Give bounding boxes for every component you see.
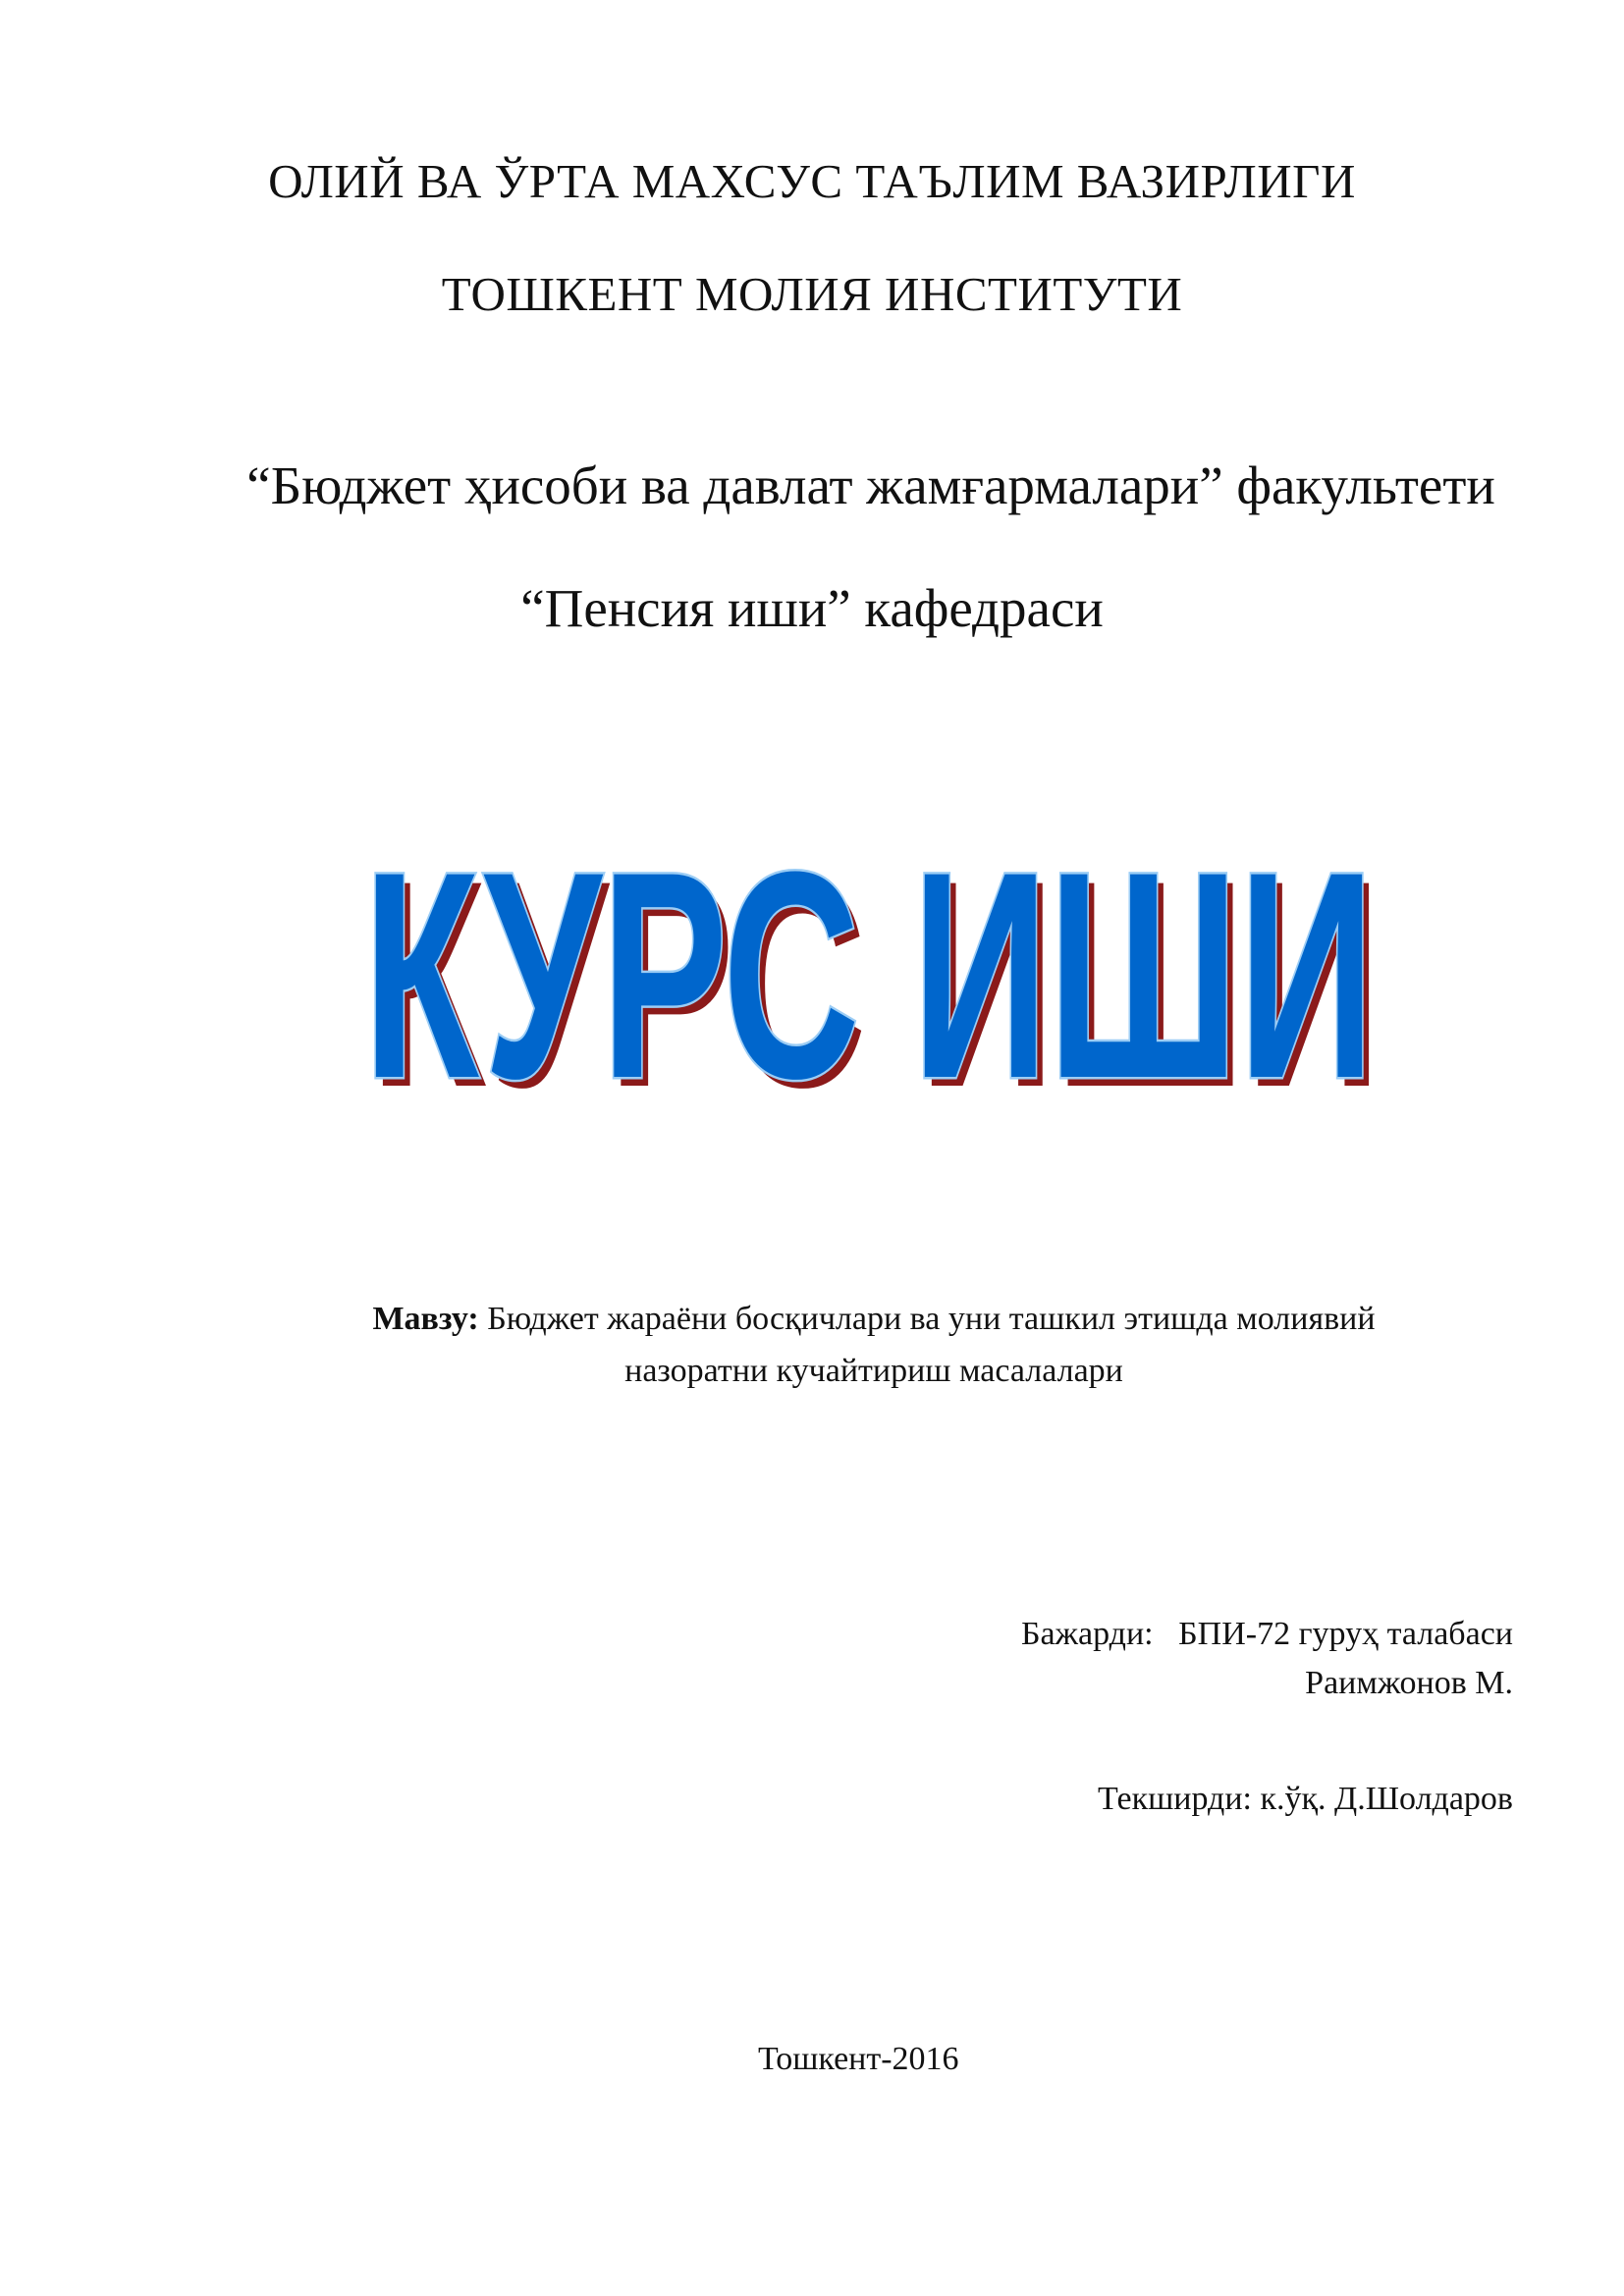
- checker-block: [1098, 1775, 1513, 1824]
- topic-line-1: [0, 1293, 1624, 1345]
- title-shadow: КУРС ИШИ: [370, 819, 1381, 1090]
- title-wordart-svg: [349, 800, 1389, 1090]
- topic-block: [0, 1293, 1624, 1397]
- topic-label: Мавзу:: [372, 1301, 479, 1337]
- topic-line-2: назоратни кучайтириш масалалари: [624, 1353, 1123, 1389]
- ministry-heading: ОЛИЙ ВА ЎРТА МАХСУС ТАЪЛИМ ВАЗИРЛИГИ: [268, 154, 1356, 208]
- checker-label: Текширди:: [1098, 1781, 1252, 1817]
- department-line: “Пенсия иши” кафедраси: [520, 578, 1104, 638]
- executor-block: [1021, 1610, 1513, 1708]
- title-wordart: [349, 800, 1389, 1090]
- city-year: Тошкент-2016: [758, 2041, 959, 2077]
- title-text: КУРС ИШИ: [363, 810, 1375, 1090]
- executor-label: Бажарди:: [1020, 1616, 1154, 1652]
- topic-text-1: Бюджет жараёни босқичлари ва уни ташкил этишда молиявий: [487, 1301, 1376, 1337]
- faculty-line: “Бюджет ҳисоби ва давлат жамғармалари” факультети: [246, 455, 1495, 515]
- executor-group: БПИ-72 гуруҳ талабаси: [1178, 1616, 1513, 1652]
- checker-name: к.ўқ. Д.Шолдаров: [1260, 1781, 1513, 1817]
- executor-name: Раимжонов М.: [1305, 1665, 1513, 1701]
- executor-line: [1021, 1610, 1513, 1659]
- institute-heading: ТОШКЕНТ МОЛИЯ ИНСТИТУТИ: [441, 267, 1183, 321]
